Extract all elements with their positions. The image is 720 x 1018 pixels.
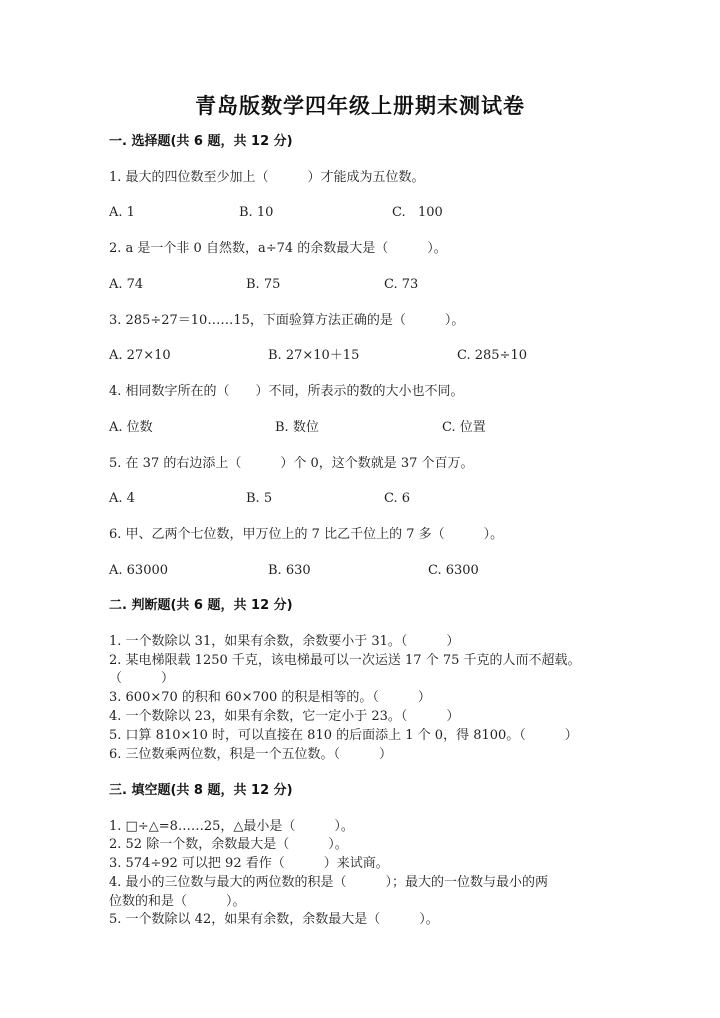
option-b: B. 5: [246, 491, 273, 506]
option-b: B. 630: [268, 563, 311, 578]
fill-item: 5. 一个数除以 42，如果有余数，余数最大是（ ）。: [109, 912, 439, 927]
judgement-item: 2. 某电梯限载 1250 千克，该电梯最可以一次运送 17 个 75 千克的人而不超载。: [109, 653, 581, 668]
question-text: 5. 在 37 的右边添上（ ）个 0，这个数就是 37 个百万。: [109, 456, 474, 471]
option-b: B. 27×10＋15: [268, 348, 360, 363]
option-a: A. 74: [109, 277, 144, 292]
question-text: 4. 相同数字所在的（ ）不同，所表示的数的大小也不同。: [109, 384, 464, 399]
option-a: A. 63000: [109, 563, 169, 578]
section-heading-choice: 一. 选择题(共 6 题，共 12 分): [109, 134, 293, 149]
judgement-item: 5. 口算 810×10 时，可以直接在 810 的后面添上 1 个 0，得 8100。（ ）: [109, 728, 578, 743]
option-a: A. 位数: [109, 420, 153, 435]
question-text: 2. a 是一个非 0 自然数，a÷74 的余数最大是（ ）。: [109, 241, 447, 256]
fill-item: 3. 574÷92 可以把 92 看作（ ）来试商。: [109, 856, 389, 871]
option-b: B. 75: [246, 277, 281, 292]
judgement-item-continued: （ ）: [109, 671, 175, 686]
fill-item: 1. □÷△=8……25，△最小是（ ）。: [109, 819, 354, 834]
option-c: C. 位置: [442, 420, 486, 435]
page-title: 青岛版数学四年级上册期末测试卷: [195, 94, 525, 118]
question-text: 6. 甲、乙两个七位数，甲万位上的 7 比乙千位上的 7 多（ ）。: [109, 527, 504, 542]
fill-item: 4. 最小的三位数与最大的两位数的积是（ ）；最大的一位数与最小的两: [109, 875, 549, 890]
section-heading-fill-in: 三. 填空题(共 8 题，共 12 分): [109, 783, 293, 798]
option-c: C. 6300: [428, 563, 479, 578]
option-c: C. 73: [384, 277, 419, 292]
option-c: C. 100: [392, 205, 443, 220]
fill-item: 2. 52 除一个数，余数最大是（ ）。: [109, 837, 348, 852]
fill-item-continued: 位数的和是（ ）。: [109, 894, 246, 909]
option-b: B. 数位: [275, 420, 319, 435]
option-a: A. 1: [109, 205, 135, 220]
option-a: A. 27×10: [109, 348, 171, 363]
option-c: C. 6: [384, 491, 411, 506]
option-a: A. 4: [109, 491, 135, 506]
section-heading-judgement: 二. 判断题(共 6 题，共 12 分): [109, 598, 293, 613]
question-text: 1. 最大的四位数至少加上（ ）才能成为五位数。: [109, 170, 425, 185]
judgement-item: 1. 一个数除以 31，如果有余数，余数要小于 31。（ ）: [109, 634, 460, 649]
judgement-item: 4. 一个数除以 23，如果有余数，它一定小于 23。（ ）: [109, 709, 460, 724]
option-b: B. 10: [239, 205, 274, 220]
option-c: C. 285÷10: [457, 348, 527, 363]
judgement-item: 3. 600×70 的积和 60×700 的积是相等的。（ ）: [109, 690, 431, 705]
question-text: 3. 285÷27＝10……15，下面验算方法正确的是（ ）。: [109, 313, 465, 328]
judgement-item: 6. 三位数乘两位数，积是一个五位数。（ ）: [109, 747, 393, 762]
